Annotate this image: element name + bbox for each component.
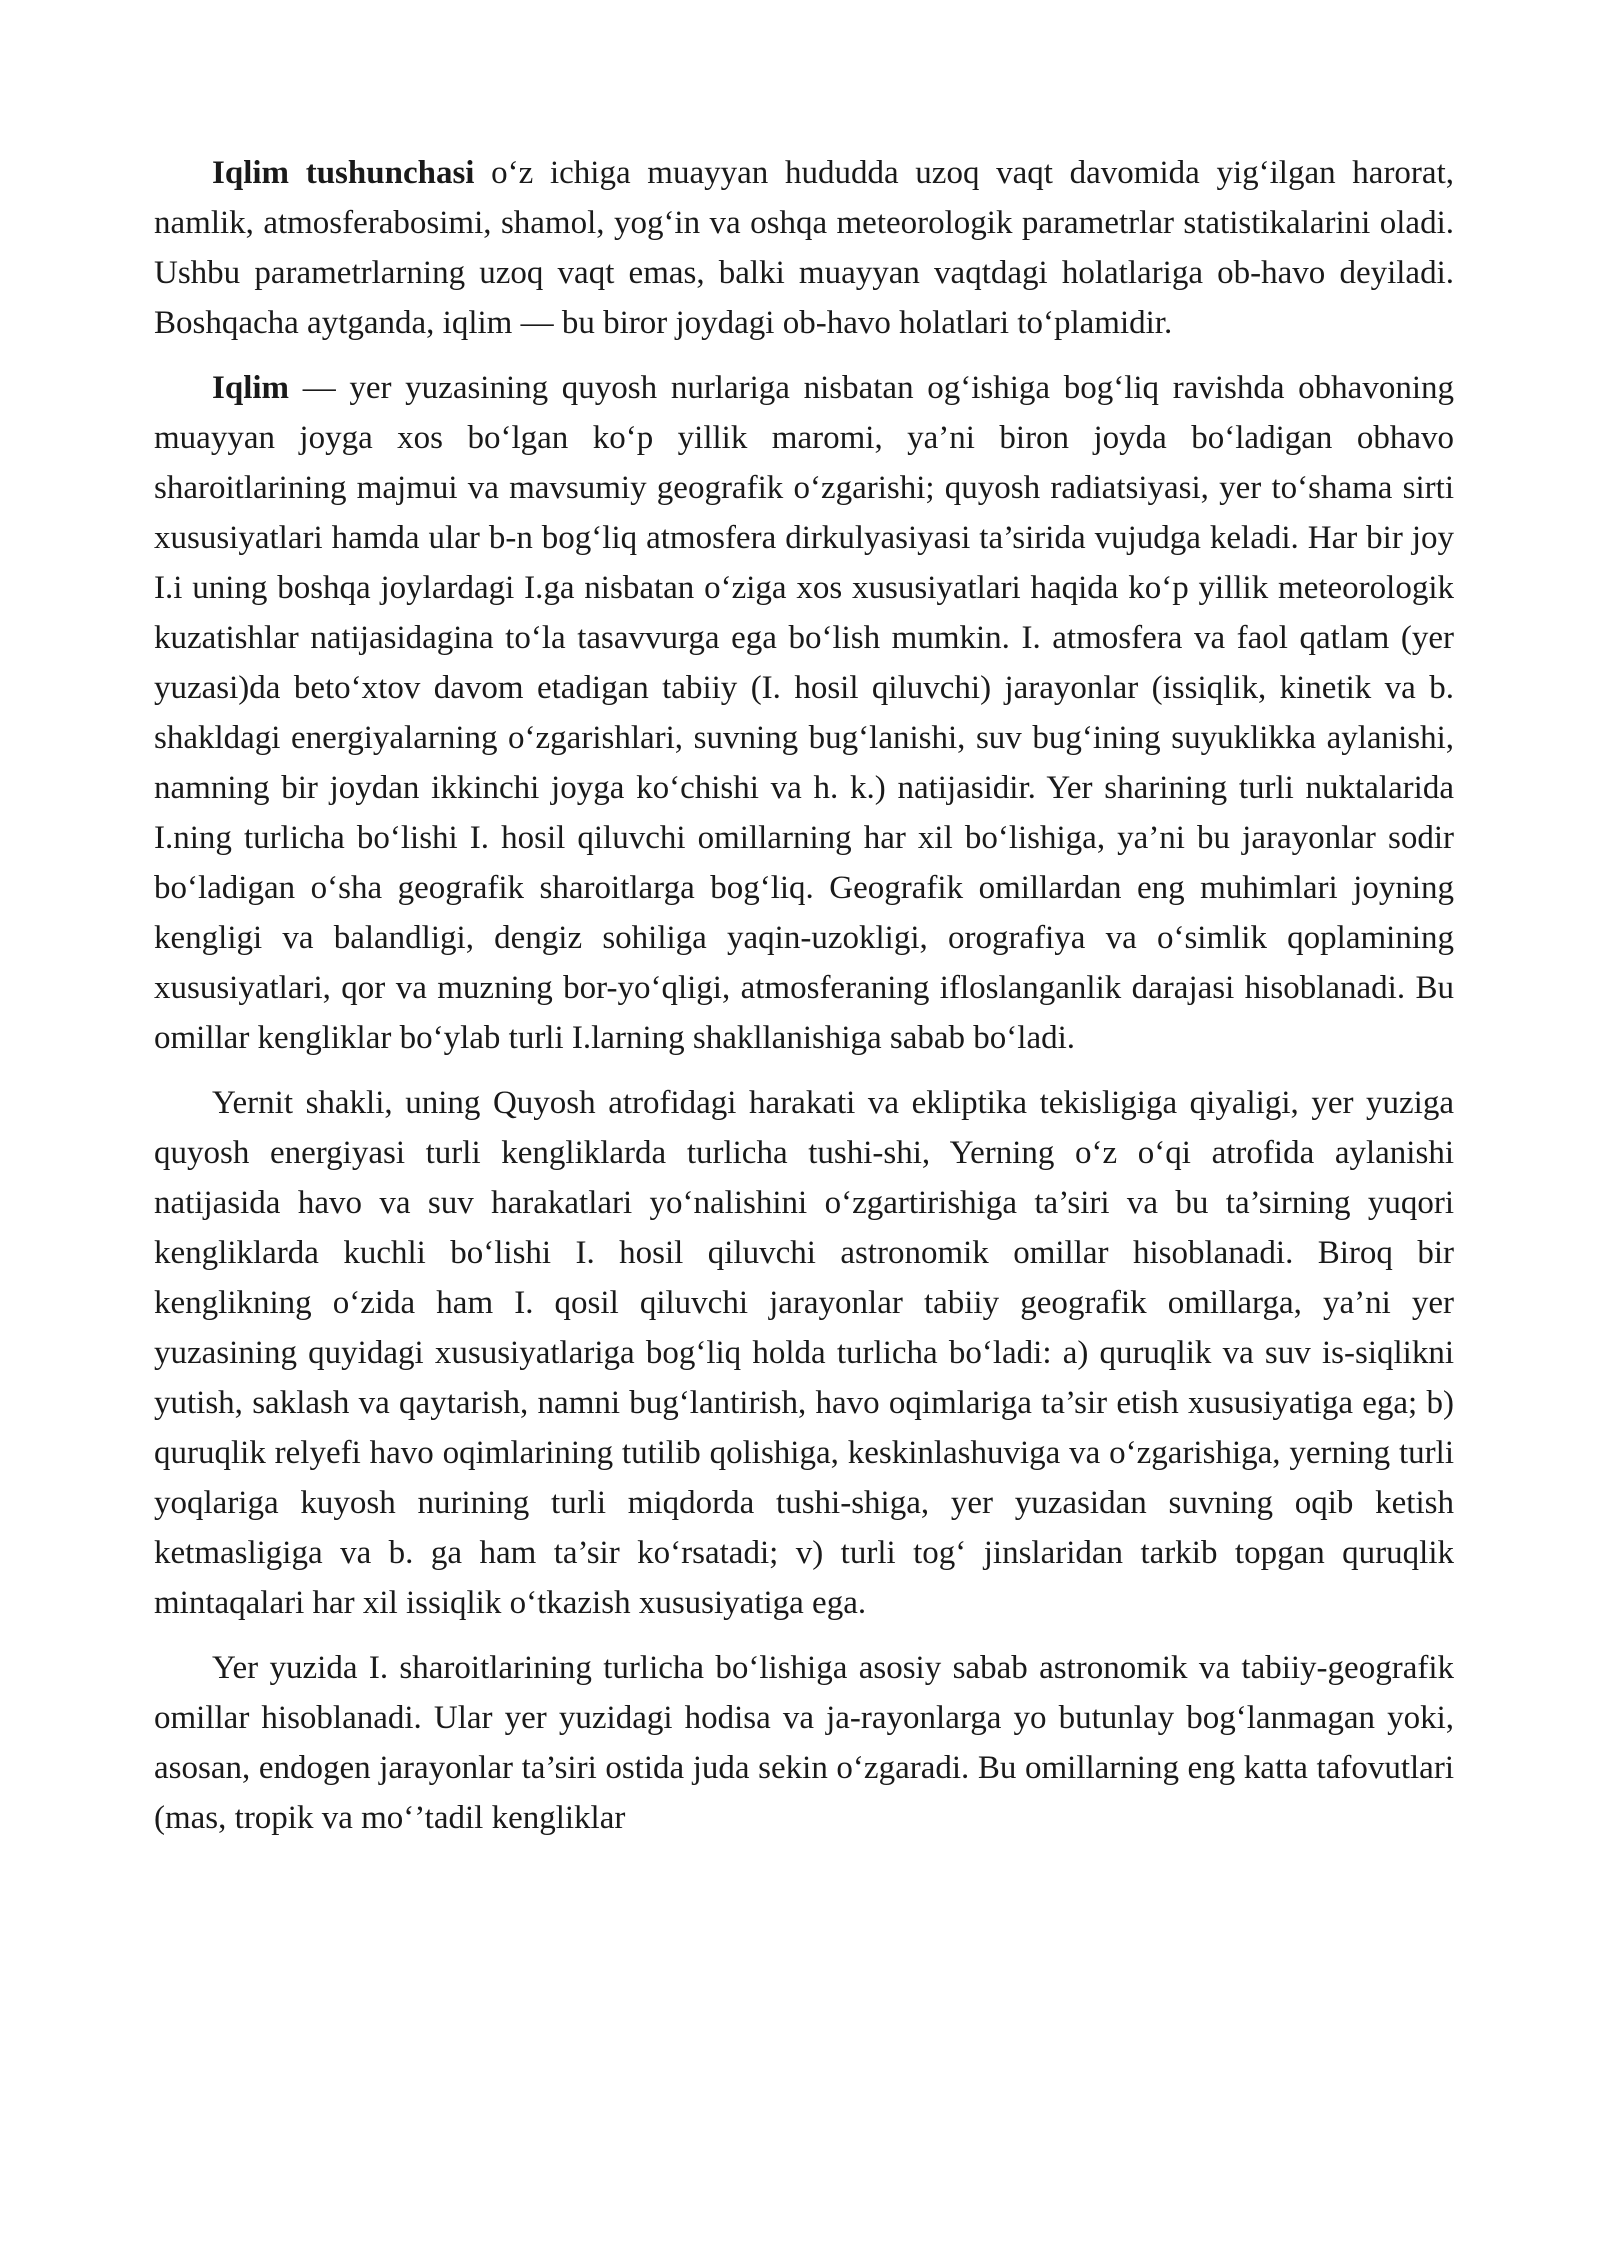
paragraph-main-causes [154,1643,1454,1843]
paragraph-text: Yernit shakli, uning Quyosh atrofidagi harakati va ekliptika tekisligiga qiyaligi, yer yuziga quyosh energiyasi turli kengliklarda turlicha tushi-shi, Yerning o‘z o‘qi atrofida aylanishi natijasida havo va suv harakatlari yo‘nalishini o‘zgartirishiga ta’siri va bu ta’sirning yuqori kengliklarda kuchli bo‘lishi I. hosil qiluvchi astronomik omillar hisoblanadi. Biroq bir kenglikning o‘zida ham I. qosil qiluvchi jarayonlar tabiiy geografik omillarga, ya’ni yer yuzasining quyidagi xususiyatlariga bog‘liq holda turlicha bo‘ladi: a) quruqlik va suv is-siqlikni yutish, saklash va qaytarish, namni bug‘lantirish, havo oqimlariga ta’sir etish xususiyatiga ega; b) quruqlik relyefi havo oqimlarining tutilib qolishiga, keskinlashuviga va o‘zgarishiga, yerning turli yoqlariga kuyosh nurining turli miqdorda tushi-shiga, yer yuzasidan suvning oqib ketish ketmasligiga va b. ga ham ta’sir ko‘rsatadi; v) turli tog‘ jinslaridan tarkib topgan quruqlik mintaqalari har xil issiqlik o‘tkazish xususiyatiga ega. [154,1085,1454,1621]
paragraph-text: — yer yuzasining quyosh nurlariga nisbatan og‘ishiga bog‘liq ravishda obhavoning muayyan joyga xos bo‘lgan ko‘p yillik maromi, ya’ni biron joyda bo‘ladigan obhavo sharoitlarining majmui va mavsumiy geografik o‘zgarishi; quyosh radiatsiyasi, yer to‘shama sirti xususiyatlari hamda ular b-n bog‘liq atmosfera dirkulyasiyasi ta’sirida vujudga keladi. Har bir joy I.i uning boshqa joylardagi I.ga nisbatan o‘ziga xos xususiyatlari haqida ko‘p yillik meteorologik kuzatishlar natijasidagina to‘la tasavvurga ega bo‘lish mumkin. I. atmosfera va faol qatlam (yer yuzasi)da beto‘xtov davom etadigan tabiiy (I. hosil qiluvchi) jarayonlar (issiqlik, kinetik va b. shakldagi energiyalarning o‘zgarishlari, suvning bug‘lanishi, suv bug‘ining suyuklikka aylanishi, namning bir joydan ikkinchi joyga ko‘chishi va h. k.) natijasidir. Yer sharining turli nuktalarida I.ning turlicha bo‘lishi I. hosil qiluvchi omillarning har xil bo‘lishiga, ya’ni bu jarayonlar sodir bo‘ladigan o‘sha geografik sharoitlarga bog‘liq. Geografik omillardan eng muhimlari joyning kengligi va balandligi, dengiz sohiliga yaqin-uzokligi, orografiya va o‘simlik qoplamining xususiyatlari, qor va muzning bor-yo‘qligi, atmosferaning ifloslanganlik darajasi hisoblanadi. Bu omillar kengliklar bo‘ylab turli I.larning shakllanishiga sabab bo‘ladi. [154,370,1454,1056]
paragraph-astronomical-factors [154,1078,1454,1628]
paragraph-climate-concept [154,148,1454,348]
document-page [154,148,1454,1858]
term-iqlim: Iqlim [212,370,290,406]
term-iqlim-tushunchasi: Iqlim tushunchasi [212,155,475,191]
paragraph-text: o‘z ichiga muayyan hududda uzoq vaqt davomida yig‘ilgan harorat, namlik, atmosferabosimi, shamol, yog‘in va oshqa meteorologik parametrlar statistikalarini oladi. Ushbu parametrlarning uzoq vaqt emas, balki muayyan vaqtdagi holatlariga ob-havo deyiladi. Boshqacha aytganda, iqlim — bu biror joydagi ob-havo holatlari to‘plamidir. [154,155,1454,341]
paragraph-climate-definition [154,363,1454,1063]
paragraph-text: Yer yuzida I. sharoitlarining turlicha bo‘lishiga asosiy sabab astronomik va tabiiy-geografik omillar hisoblanadi. Ular yer yuzidagi hodisa va ja-rayonlarga yo butunlay bog‘lanmagan yoki, asosan, endogen jarayonlar ta’siri ostida juda sekin o‘zgaradi. Bu omillarning eng katta tafovutlari (mas, tropik va mo‘’tadil kengliklar [154,1650,1454,1836]
